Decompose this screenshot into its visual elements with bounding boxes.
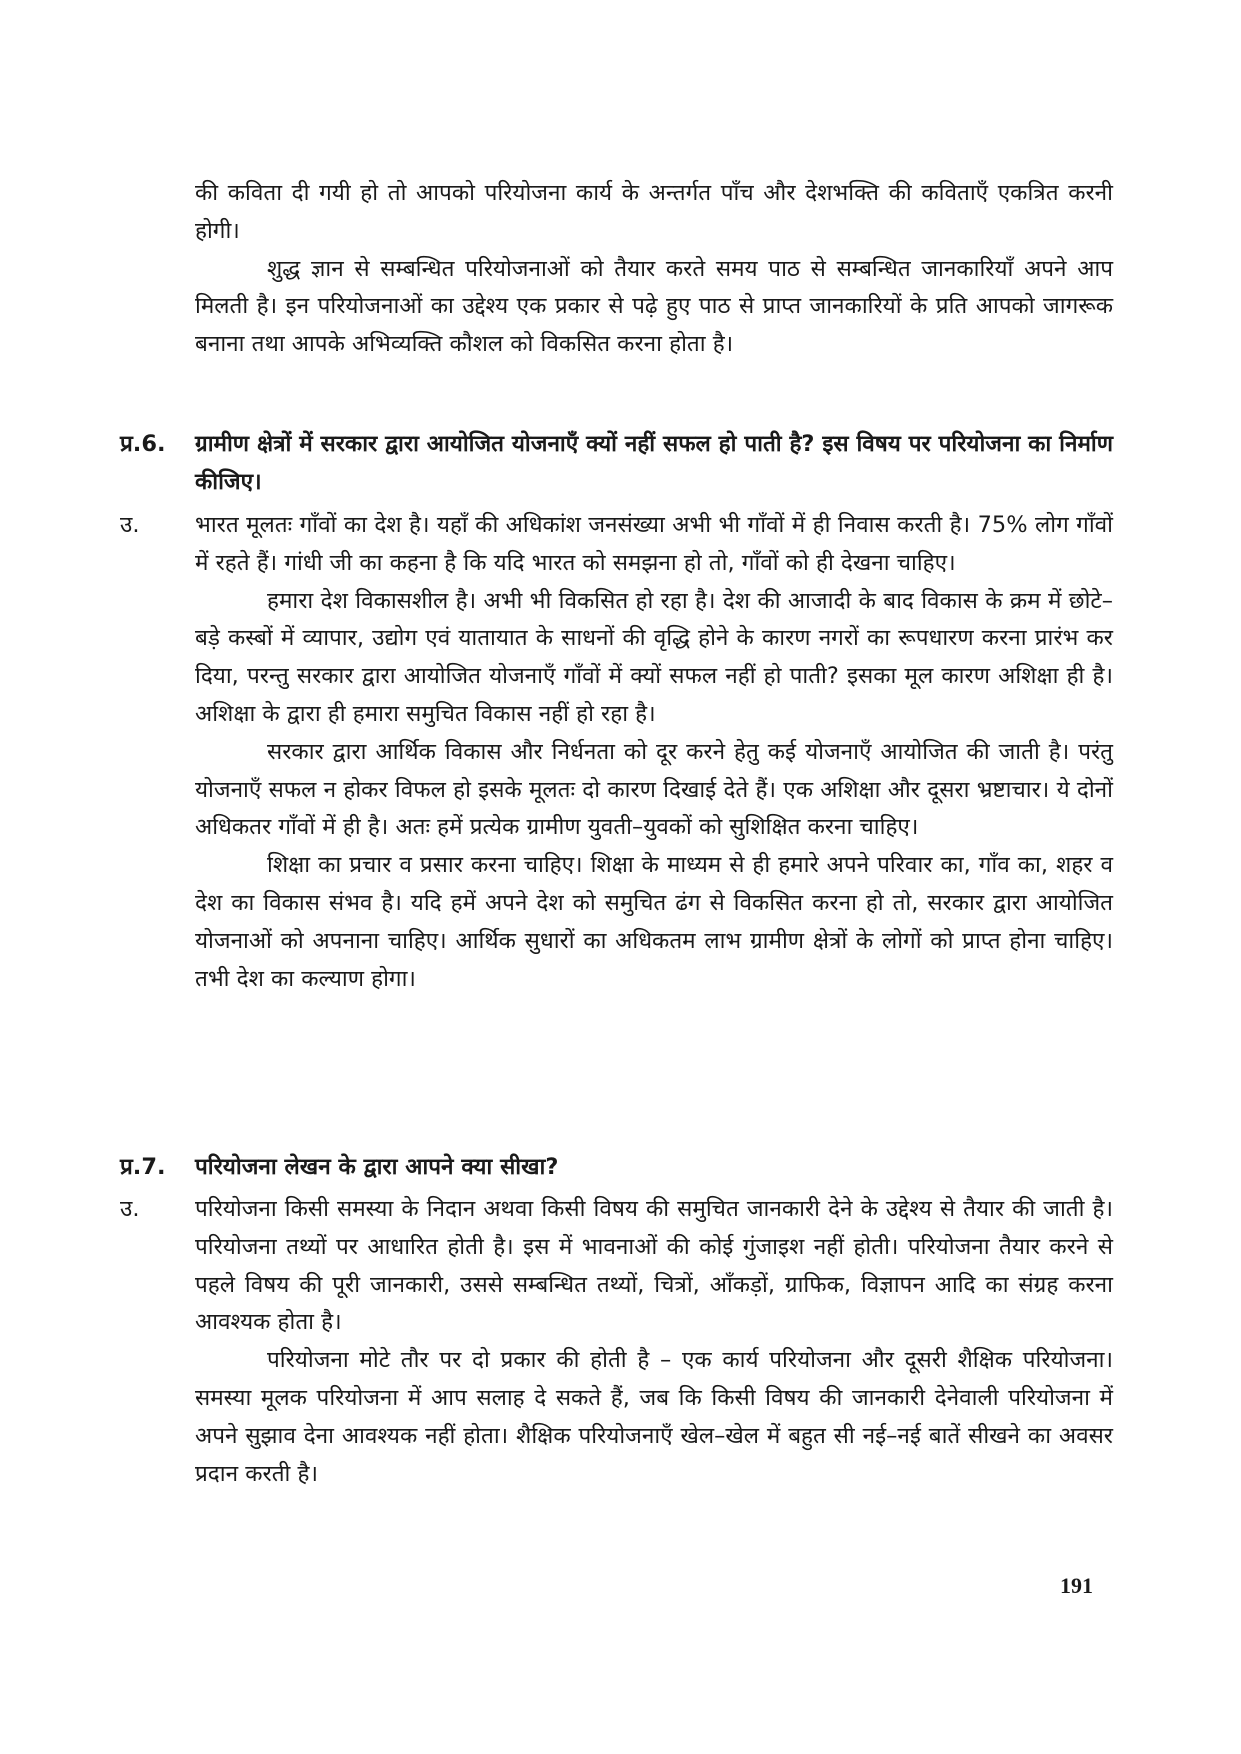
answer-6: [195, 507, 1113, 998]
answer-6-paragraph-1: भारत मूलतः गाँवों का देश है। यहाँ की अधिकांश जनसंख्या अभी भी गाँवों में ही निवास करती है। 75% लोग गाँवों में रहते हैं। गांधी जी का कहना है कि यदि भारत को समझना हो तो, गाँवों को ही देखना चाहिए।: [195, 512, 1113, 576]
question-7: [195, 1149, 1113, 1187]
answer-7: [195, 1191, 1113, 1493]
answer-6-paragraph-2: हमारा देश विकासशील है। अभी भी विकसित हो रहा है। देश की आजादी के बाद विकास के क्रम में छोटे–बड़े कस्बों में व्यापार, उद्योग एवं यातायात के साधनों की वृद्धि होने के कारण नगरों का रूपधारण करना प्रारंभ कर दिया, परन्तु सरकार द्वारा आयोजित योजनाएँ गाँवों में क्यों सफल नहीं हो पाती? इसका मूल कारण अशिक्षा ही है। अशिक्षा के द्वारा ही हमारा समुचित विकास नहीं हो रहा है।: [195, 587, 1113, 727]
answer-6-paragraph-3: सरकार द्वारा आर्थिक विकास और निर्धनता को दूर करने हेतु कई योजनाएँ आयोजित की जाती है। परंतु योजनाएँ सफल न होकर विफल हो इसके मूलतः दो कारण दिखाई देते हैं। एक अशिक्षा और दूसरा भ्रष्टाचार। ये दोनों अधिकतर गाँवों में ही है। अतः हमें प्रत्येक ग्रामीण युवती–युवकों को सुशिक्षित करना चाहिए।: [195, 738, 1113, 841]
question-6: [195, 426, 1113, 502]
intro-paragraph-2: शुद्ध ज्ञान से सम्बन्धित परियोजनाओं को तैयार करते समय पाठ से सम्बन्धित जानकारियाँ अपने आप मिलती है। इन परियोजनाओं का उद्देश्य एक प्रकार से पढ़े हुए पाठ से प्राप्त जानकारियों के प्रति आपको जागरूक बनाना तथा आपके अभिव्यक्ति कौशल को विकसित करना होता है।: [195, 255, 1113, 358]
answer-6-label: उ.: [120, 512, 140, 538]
question-7-label: प्र.7.: [120, 1154, 166, 1180]
question-6-text: ग्रामीण क्षेत्रों में सरकार द्वारा आयोजित योजनाएँ क्यों नहीं सफल हो पाती है? इस विषय पर परियोजना का निर्माण कीजिए।: [195, 431, 1113, 495]
question-6-label: प्र.6.: [120, 431, 166, 457]
intro-paragraph-1: की कविता दी गयी हो तो आपको परियोजना कार्य के अन्तर्गत पाँच और देशभक्ति की कविताएँ एकत्रित करनी होगी।: [195, 180, 1113, 244]
answer-7-label: उ.: [120, 1196, 140, 1222]
answer-7-paragraph-2: परियोजना मोटे तौर पर दो प्रकार की होती है – एक कार्य परियोजना और दूसरी शैक्षिक परियोजना। समस्या मूलक परियोजना में आप सलाह दे सकते हैं, जब कि किसी विषय की जानकारी देनेवाली परियोजना में अपने सुझाव देना आवश्यक नहीं होता। शैक्षिक परियोजनाएँ खेल–खेल में बहुत सी नई–नई बातें सीखने का अवसर प्रदान करती है।: [195, 1347, 1113, 1487]
question-7-text: परियोजना लेखन के द्वारा आपने क्या सीखा?: [195, 1154, 559, 1180]
answer-6-paragraph-4: शिक्षा का प्रचार व प्रसार करना चाहिए। शिक्षा के माध्यम से ही हमारे अपने परिवार का, गाँव का, शहर व देश का विकास संभव है। यदि हमें अपने देश को समुचित ढंग से विकसित करना हो तो, सरकार द्वारा आयोजित योजनाओं को अपनाना चाहिए। आर्थिक सुधारों का अधिकतम लाभ ग्रामीण क्षेत्रों के लोगों को प्राप्त होना चाहिए। तभी देश का कल्याण होगा।: [195, 852, 1113, 992]
page-number: 191: [1060, 1573, 1093, 1598]
answer-7-paragraph-1: परियोजना किसी समस्या के निदान अथवा किसी विषय की समुचित जानकारी देने के उद्देश्य से तैयार की जाती है। परियोजना तथ्यों पर आधारित होती है। इस में भावनाओं की कोई गुंजाइश नहीं होती। परियोजना तैयार करने से पहले विषय की पूरी जानकारी, उससे सम्बन्धित तथ्यों, चित्रों, आँकड़ों, ग्राफिक, विज्ञापन आदि का संग्रह करना आवश्यक होता है।: [195, 1196, 1113, 1336]
intro-section: [195, 175, 1113, 364]
